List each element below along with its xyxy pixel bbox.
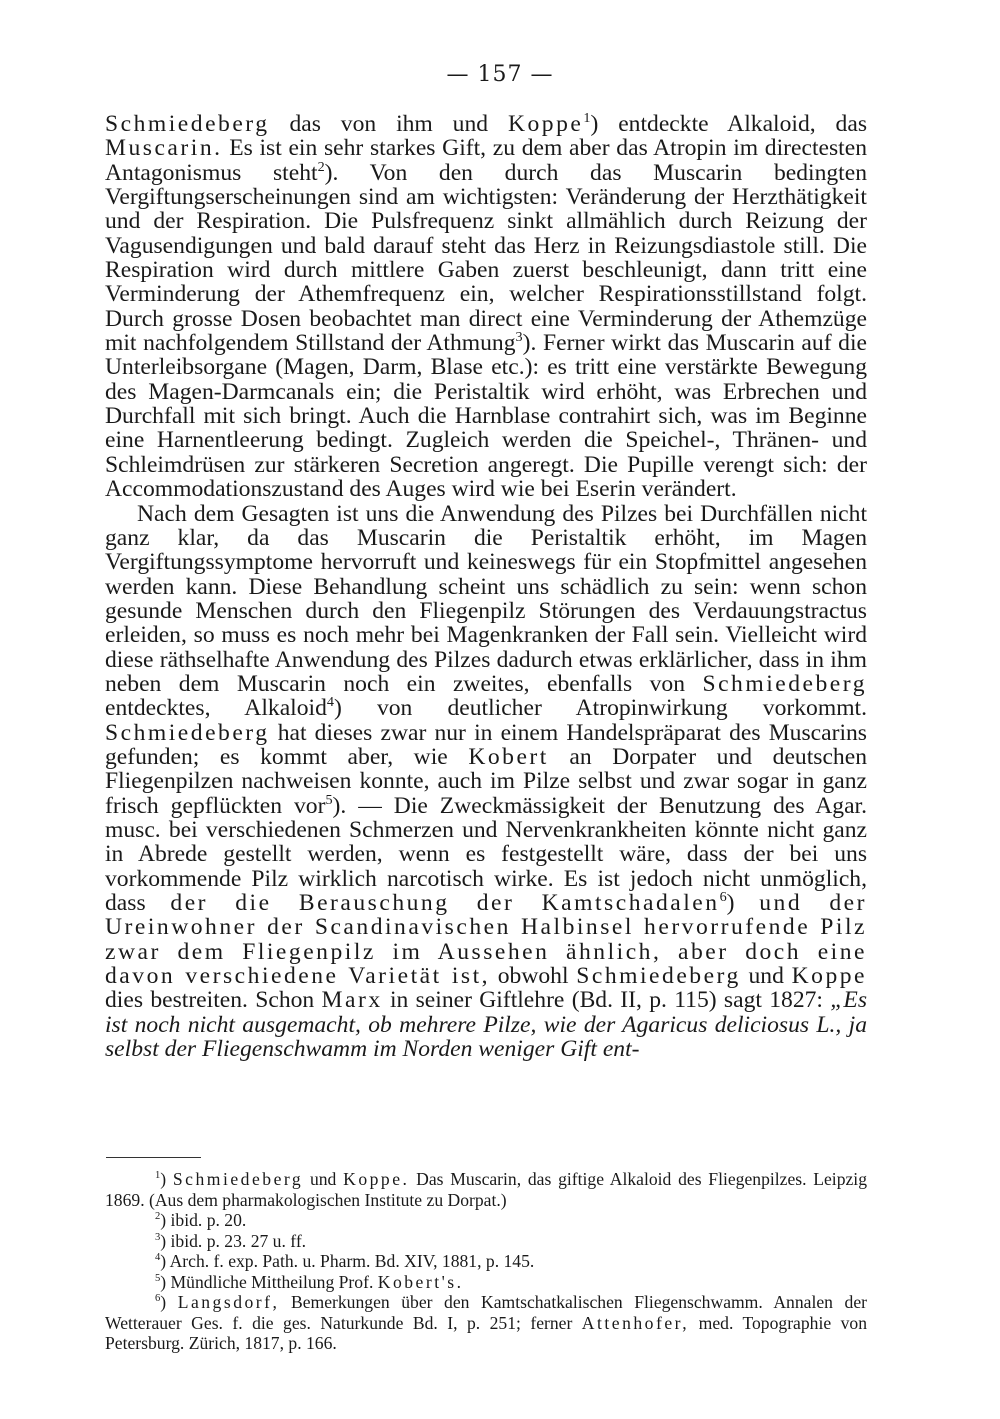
text-run: ) entdeckte Alkaloid, das: [590, 111, 867, 137]
author-name: Schmiedeberg: [105, 111, 270, 137]
author-name: Schmiedeberg: [576, 963, 741, 990]
text-run: ) Mündliche Mittheilung Prof.: [160, 1271, 378, 1292]
author-name: Koppe: [791, 963, 868, 990]
text-run: ) ibid. p. 20.: [160, 1210, 247, 1230]
author-name: Kobert's.: [377, 1271, 464, 1292]
text-run: ). Von den durch das Muscarin bedingten Vergiftungserscheinungen sind am wichtigsten: Veränderung der Herzthätigkeit und der Respiration. Die Pulsfrequenz sinkt allmählich durch Reizung der Vagusendigungen und bald darauf steht das Herz in Reizungsdiastole still. Die Respiration wird durch mittlere Gaben zuerst beschleunigt, dann tritt eine Verminderung der Athemfrequenz ein, welcher Respirationsstillstand folgt. Durch grosse Dosen beobachtet man direct eine Verminderung der Athemzüge mit nachfolgendem Stillstand der Athmung: [105, 159, 867, 357]
term-muscarin: Muscarin.: [105, 135, 223, 162]
paragraph-2: [105, 502, 867, 1062]
text-run: ). — Die Zweckmässigkeit der Benutzung des Agar. musc. bei verschiedenen Schmerzen und Nervenkrankheiten könnte nicht ganz in Abrede gestellt werden, wenn es festgestellt wäre, dass der bei uns vorkommende Pilz wirklich narcotisch wirke. Es ist jedoch nicht unmöglich, dass: [105, 792, 867, 916]
footnote-3: [105, 1231, 867, 1252]
footnote-marker: 4: [155, 1252, 161, 1264]
text-run: Bemerkungen über den Kamtschatkalischen Fliegenschwamm. Annalen der Wetterauer Ges. f. die ges. Naturkunde Bd. I, p. 251; ferner: [105, 1292, 867, 1333]
author-name: Schmiedeberg: [105, 719, 270, 746]
text-run: med. Topographie von Petersburg. Zürich, 1817, p. 166.: [105, 1312, 867, 1353]
text-run: an Dorpater und deutschen Fliegenpilzen nachweisen konnte, auch im Pilze selbst und zwar sogar in ganz frisch gepflückten vor: [105, 743, 867, 819]
text-run: Nach dem Gesagten ist uns die Anwendung des Pilzes bei Durchfällen nicht ganz klar, da das Muscarin die Peristaltik erhöht, im Magen Vergiftungssymptome hervorruft und keineswegs für ein Stopfmittel angesehen werden kann. Diese Behandlung scheint uns schädlich zu sein: wenn schon gesunde Menschen durch den Fliegenpilz Störungen des Verdauungstractus erleiden, so muss es noch mehr bei Magenkranken der Fall sein. Vielleicht wird diese räthselhafte Anwendung des Pilzes dadurch etwas erklärlicher, dass in ihm neben dem Muscarin noch ein zweites, ebenfalls von: [105, 500, 867, 697]
footnote-4: [105, 1251, 867, 1272]
footnote-ref: 5: [325, 791, 333, 808]
footnote-5: [105, 1272, 867, 1293]
author-name: Koppe.: [343, 1169, 410, 1189]
text-run: obwohl: [490, 963, 577, 990]
footnote-ref: 6: [719, 889, 727, 906]
author-name: Langsdorf,: [177, 1292, 280, 1312]
text-run: ) ibid. p. 23. 27 u. ff.: [160, 1230, 307, 1251]
author-name: Attenhofer,: [581, 1312, 690, 1333]
text-run: in seiner Giftlehre (Bd. II, p. 115) sagt 1827:: [382, 987, 831, 1014]
text-run: entdecktes, Alkaloid: [105, 695, 327, 722]
footnote-ref: 2: [317, 158, 325, 175]
page-number: — 157 —: [446, 62, 554, 87]
footnote-divider: [106, 1157, 201, 1158]
text-run: ): [726, 890, 760, 916]
footnote-2: [105, 1210, 867, 1231]
text-run: ). Ferner wirkt das Muscarin auf die Unterleibsorgane (Magen, Darm, Blase etc.): es tritt eine verstärkte Bewegung des Magen-Darmcanals ein; die Peristaltik wird erhöht, was Erbrechen und Durchfall mit sich bringt. Auch die Harnblase contrahirt sich, was im Beginne eine Harnentleerung bedingt. Zugleich werden die Speichel-, Thränen- und Schleimdrüsen zur stärkeren Secretion angeregt. Die Pupille verengt sich: der Accommodationszustand des Auges wird wie bei Eserin verändert.: [105, 330, 867, 503]
footnote-marker: 1: [155, 1170, 161, 1182]
footnote-marker: 2: [155, 1211, 161, 1223]
text-run: ) Arch. f. exp. Path. u. Pharm. Bd. XIV, 1881, p. 145.: [160, 1251, 535, 1271]
author-name: Schmiedeberg: [172, 1169, 304, 1189]
emphasized-text: und der Ureinwohner der Scandinavischen Halbinsel hervorrufende Pilz zwar dem Fliegenpilz im Aussehen ähnlich, aber doch eine davon verschiedene Varietät ist,: [105, 890, 868, 990]
text-run: Das Muscarin, das giftige Alkaloid des Fliegenpilzes. Leipzig 1869. (Aus dem pharmakologischen Institute zu Dorpat.): [105, 1169, 867, 1210]
footnote-ref: 1: [583, 110, 591, 127]
footnote-marker: 5: [155, 1272, 161, 1284]
text-run: Es ist ein sehr starkes Gift, zu dem aber das Atropin im directesten Antagonismus steht: [105, 135, 867, 186]
footnote-1: [105, 1169, 867, 1210]
text-run: ) von deutlicher Atropinwirkung vorkommt.: [333, 695, 867, 722]
quotation: „Es ist noch nicht ausgemacht, ob mehrere Pilze, wie der Agaricus deliciosus L., ja selbst der Fliegenschwamm im Norden weniger Gift ent-: [105, 987, 867, 1063]
text-run: hat dieses zwar nur in einem Handelspräparat des Muscarins gefunden; es kommt aber, wie: [105, 719, 867, 770]
text-run: und: [740, 963, 792, 990]
text-run: das von ihm und: [269, 111, 508, 137]
paragraph-1: [105, 112, 867, 502]
text-run: und: [303, 1169, 344, 1189]
author-name: Koppe: [507, 111, 584, 137]
footnotes: [105, 1169, 867, 1354]
footnote-ref: 4: [326, 694, 334, 711]
text-run: ): [160, 1169, 167, 1189]
footnote-6: [105, 1292, 867, 1354]
body-text: [105, 112, 867, 1061]
author-name: Kobert: [468, 743, 549, 770]
text-run: dies bestreiten. Schon: [105, 987, 322, 1014]
footnote-marker: 6: [155, 1293, 161, 1305]
footnote-marker: 3: [155, 1231, 161, 1243]
footnote-ref: 3: [515, 329, 523, 346]
emphasized-text: der die Berauschung der Kamtschadalen: [170, 890, 720, 916]
author-name: Marx: [321, 987, 383, 1014]
author-name: Schmiedeberg: [702, 670, 867, 697]
text-run: ): [160, 1292, 178, 1312]
